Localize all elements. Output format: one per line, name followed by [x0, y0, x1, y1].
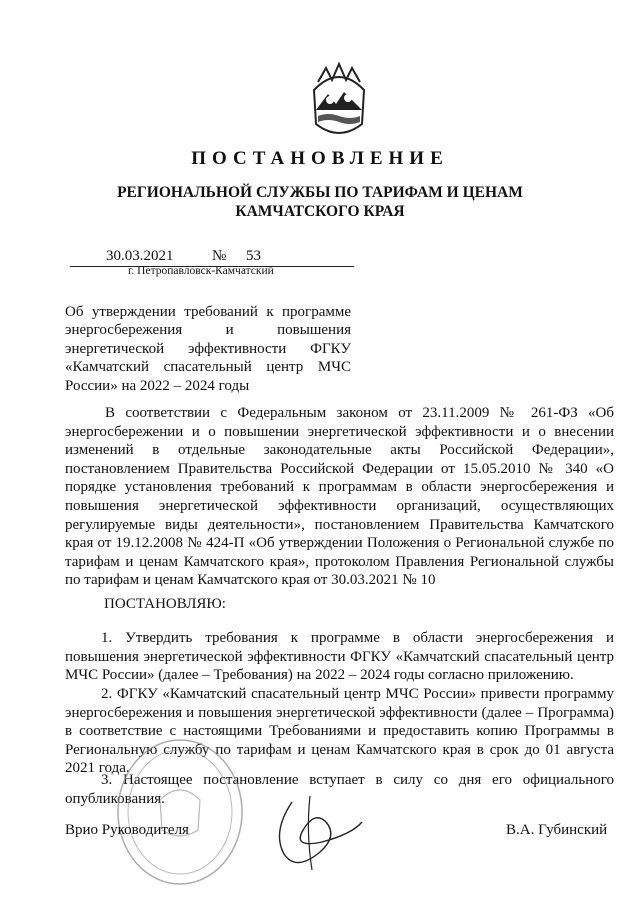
item-3: 3. Настоящее постановление вступает в силу со дня его официального опубликования.	[65, 772, 614, 807]
number-sign: №	[212, 248, 227, 264]
agency-name-line2: КАМЧАТСКОГО КРАЯ	[235, 203, 405, 220]
document-number: 53	[246, 248, 261, 264]
coat-of-arms-icon	[308, 62, 370, 140]
agency-name-line1: РЕГИОНАЛЬНОЙ СЛУЖБЫ ПО ТАРИФАМ И ЦЕНАМ	[117, 184, 523, 201]
city-label: г. Петропавловск-Камчатский	[128, 265, 274, 277]
preamble-paragraph: В соответствии с Федеральным законом от 23.11.2009 № 261-ФЗ «Об энергосбережении и о повышении энергетической эффективности и о внесении изменений в отдельные законодательные акты Российской Федерации», постановлением Правительства Российской Федерации от 15.05.2010 № 340 «О порядке установления требований к программам в области энергосбережения и повышения энергетической эффективности организаций, осуществляющих регулируемые виды деятельности», постановлением Правительства Камчатского края от 19.12.2008 № 424-П «Об утверждении Положения о Региональной службе по тарифам и ценам Камчатского края», протоколом Правления Региональной службы по тарифам и ценам Камчатского края от 30.03.2021 № 10	[65, 405, 614, 589]
item-2: 2. ФГКУ «Камчатский спасательный центр МЧС России» привести программу энергосбережения и повышения энергетической эффективности (далее – Программа) в соответствие с настоящими Требованиями и предоставить копию Программы в Региональную службу по тарифам и ценам Камчатского края в срок до 01 августа 2021 года.	[65, 686, 614, 777]
document-subject: Об утверждении требований к программе энергосбережения и повышения энергетической эффективности ФГКУ «Камчатский спасательный центр МЧС России» на 2022 – 2024 годы	[65, 304, 351, 394]
signer-name: В.А. Губинский	[506, 822, 608, 838]
round-stamp-seal-icon	[110, 730, 250, 890]
item-1: 1. Утвердить требования к программе в области энергосбережения и повышения энергетической эффективности ФГКУ «Камчатский спасательный центр МЧС России» (далее – Требования) на 2022 – 2024 годы согласно приложению.	[65, 630, 614, 684]
decree-heading: ПОСТАНОВЛЯЮ:	[104, 596, 226, 612]
document-date: 30.03.2021	[106, 248, 174, 264]
signer-position: Врио Руководителя	[65, 822, 189, 838]
document-title: ПОСТАНОВЛЕНИЕ	[191, 148, 449, 169]
handwritten-signature-icon	[262, 792, 382, 874]
